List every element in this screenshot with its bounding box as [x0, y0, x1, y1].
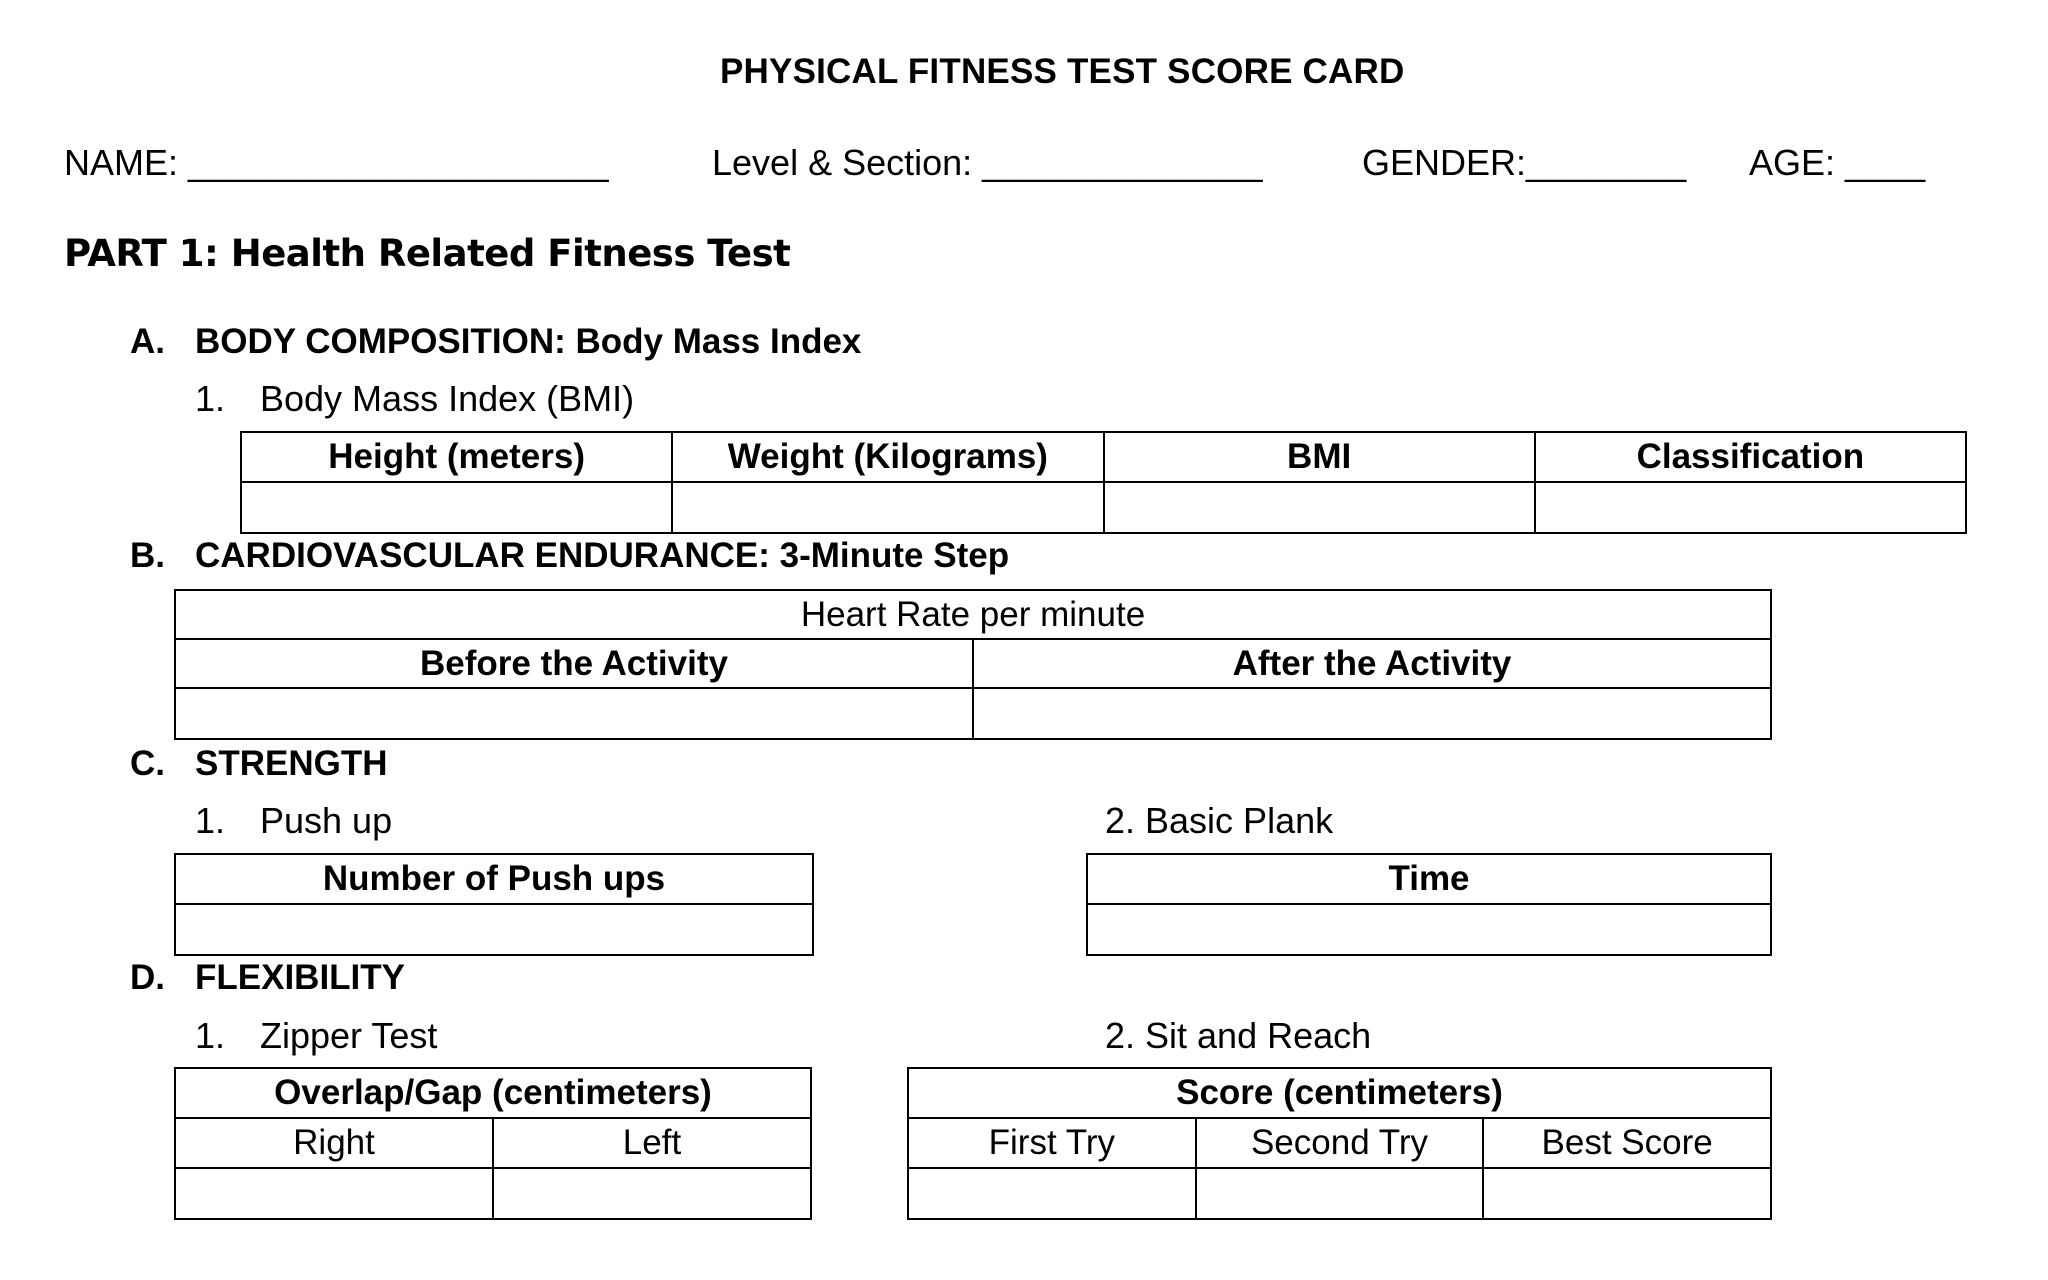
height-input-cell[interactable] — [241, 482, 672, 533]
table-header-score: Score (centimeters) — [908, 1068, 1771, 1118]
section-b-letter: B. — [130, 536, 165, 575]
section-a-letter: A. — [130, 322, 165, 361]
gender-field[interactable] — [1362, 142, 1686, 184]
table-header-before: Before the Activity — [175, 639, 973, 688]
table-header-push-ups: Number of Push ups — [175, 854, 813, 904]
push-ups-input-cell[interactable] — [175, 904, 813, 955]
table-header-after: After the Activity — [973, 639, 1771, 688]
gender-blank[interactable]: ________ — [1526, 142, 1687, 183]
zipper-table — [174, 1067, 812, 1220]
table-header-row — [175, 639, 1771, 688]
plank-table — [1086, 853, 1772, 956]
name-label: NAME: — [64, 142, 189, 183]
table-row — [1087, 904, 1771, 955]
name-blank[interactable]: _____________________ — [188, 142, 609, 183]
section-a-title: BODY COMPOSITION: Body Mass Index — [195, 322, 862, 361]
table-header-row — [908, 1068, 1771, 1118]
age-blank[interactable]: ____ — [1845, 142, 1926, 183]
table-header-overlap-gap: Overlap/Gap (centimeters) — [175, 1068, 811, 1118]
table-header-classification: Classification — [1535, 432, 1966, 482]
push-up-table — [174, 853, 814, 956]
part1-title: PART 1: Health Related Fitness Test — [64, 232, 791, 275]
gender-label: GENDER: — [1362, 142, 1527, 183]
bmi-item-number: 1. — [195, 378, 226, 419]
table-header-best-score: Best Score — [1483, 1118, 1771, 1168]
name-field[interactable] — [64, 142, 608, 184]
plank-item-label: 2. Basic Plank — [1105, 800, 1334, 841]
section-d-letter: D. — [130, 958, 165, 997]
right-input-cell[interactable] — [175, 1168, 493, 1219]
table-header-row — [175, 854, 813, 904]
table-header-row — [1087, 854, 1771, 904]
classification-input-cell[interactable] — [1535, 482, 1966, 533]
second-try-input-cell[interactable] — [1196, 1168, 1484, 1219]
push-up-item-number: 1. — [195, 800, 226, 841]
heart-rate-table — [174, 589, 1772, 740]
section-c-title: STRENGTH — [195, 744, 388, 783]
best-score-input-cell[interactable] — [1483, 1168, 1771, 1219]
level-section-label: Level & Section: — [712, 142, 983, 183]
table-row — [175, 1168, 811, 1219]
age-field[interactable] — [1749, 142, 1925, 184]
weight-input-cell[interactable] — [672, 482, 1103, 533]
age-label: AGE: — [1749, 142, 1846, 183]
table-row — [908, 1168, 1771, 1219]
section-d-title: FLEXIBILITY — [195, 958, 405, 997]
table-header-time: Time — [1087, 854, 1771, 904]
zipper-item-label: Zipper Test — [260, 1015, 438, 1056]
time-input-cell[interactable] — [1087, 904, 1771, 955]
table-header-right: Right — [175, 1118, 493, 1168]
table-header-left: Left — [493, 1118, 811, 1168]
bmi-input-cell[interactable] — [1104, 482, 1535, 533]
bmi-item-label: Body Mass Index (BMI) — [260, 378, 635, 419]
table-header-row — [241, 432, 1966, 482]
table-subheader-row — [908, 1118, 1771, 1168]
level-section-field[interactable] — [712, 142, 1262, 184]
bmi-table — [240, 431, 1967, 534]
table-subheader-row — [175, 1118, 811, 1168]
table-header-row — [175, 1068, 811, 1118]
table-header-second-try: Second Try — [1196, 1118, 1484, 1168]
table-header-bmi: BMI — [1104, 432, 1535, 482]
table-header-height: Height (meters) — [241, 432, 672, 482]
table-row — [175, 688, 1771, 739]
after-activity-input-cell[interactable] — [973, 688, 1771, 739]
sit-and-reach-item-label: 2. Sit and Reach — [1105, 1015, 1372, 1056]
table-header-first-try: First Try — [908, 1118, 1196, 1168]
zipper-item-number: 1. — [195, 1015, 226, 1056]
page-title: PHYSICAL FITNESS TEST SCORE CARD — [720, 52, 1405, 91]
first-try-input-cell[interactable] — [908, 1168, 1196, 1219]
push-up-item-label: Push up — [260, 800, 393, 841]
left-input-cell[interactable] — [493, 1168, 811, 1219]
section-c-letter: C. — [130, 744, 165, 783]
level-section-blank[interactable]: ______________ — [982, 142, 1263, 183]
sit-and-reach-table — [907, 1067, 1772, 1220]
before-activity-input-cell[interactable] — [175, 688, 973, 739]
table-row — [175, 904, 813, 955]
table-row — [241, 482, 1966, 533]
section-b-title: CARDIOVASCULAR ENDURANCE: 3-Minute Step — [195, 536, 1010, 575]
table-header-weight: Weight (Kilograms) — [672, 432, 1103, 482]
table-caption-row — [175, 590, 1771, 639]
heart-rate-caption: Heart Rate per minute — [175, 590, 1771, 639]
